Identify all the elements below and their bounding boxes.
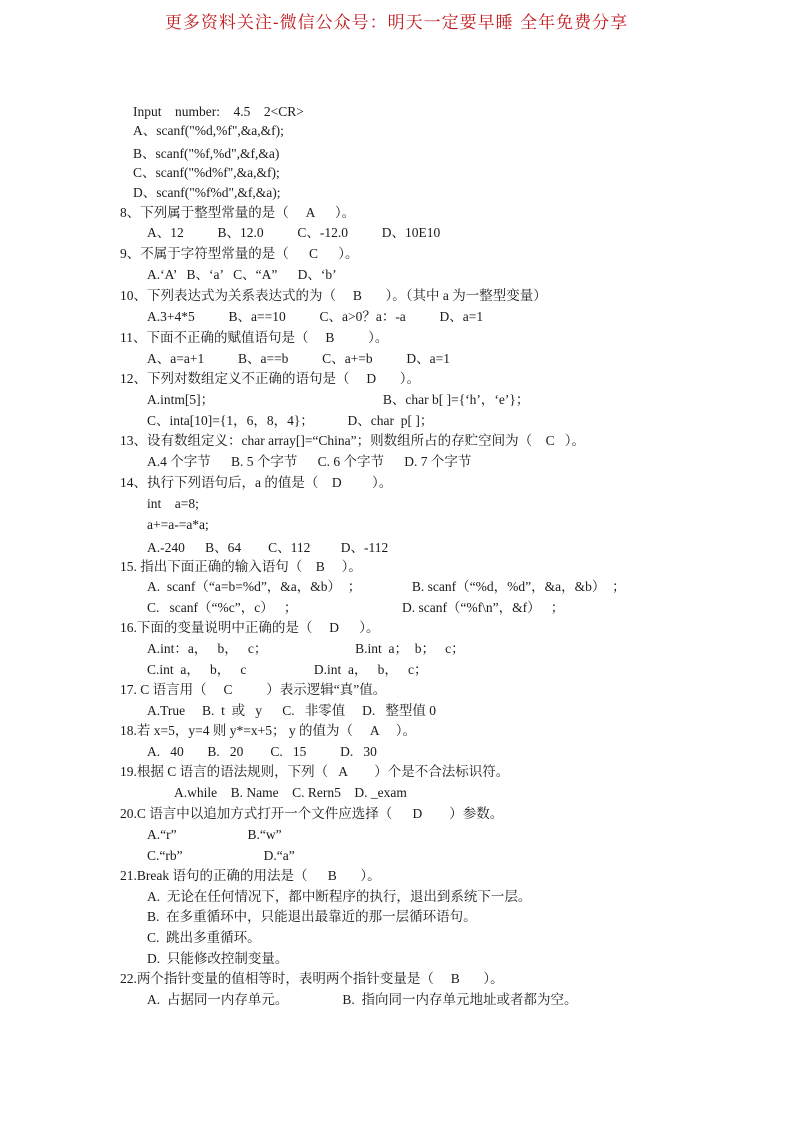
text-line: Input number: 4.5 2<CR> [133,104,304,119]
option-line: A.True B. t 或 y C. 非零值 D. 整型值 0 [147,703,437,718]
question-line: 22.两个指针变量的值相等时，表明两个指针变量是（ B ）。 [120,971,504,986]
promo-banner: 更多资料关注-微信公众号：明天一定要早睡 全年免费分享 [164,13,629,33]
question-line: 17. C 语言用（ C ）表示逻辑“真”值。 [120,682,387,697]
code-line: int a=8; [147,496,199,511]
question-line: 10、下列表达式为关系表达式的为（ B ）。（其中 a 为一整型变量） [120,288,547,303]
question-line: 12、下列对数组定义不正确的语句是（ D ）。 [120,371,420,386]
option-line: B、scanf("%f,%d",&f,&a) [133,146,280,161]
option-line: D、scanf("%f%d",&f,&a); [133,185,281,200]
option-line: C、inta[10]={1，6，8，4}； D、char p[ ]； [147,413,434,428]
option-line: D. 只能修改控制变量。 [147,951,289,966]
question-line: 16.下面的变量说明中正确的是（ D ）。 [120,620,380,635]
option-line: A.int：a， b， c； B.int a； b； c； [147,641,465,656]
option-line: C. scanf（“%c”，c） ； D. scanf（“%f\n”，&f） ； [147,600,565,615]
option-line: A.while B. Name C. Rern5 D. _exam [174,785,407,800]
code-line: a+=a-=a*a; [147,517,209,532]
option-line: C. 跳出多重循环。 [147,930,261,945]
option-line: C、scanf("%d%f",&a,&f); [133,165,280,180]
question-line: 14、执行下列语句后，a 的值是（ D ）。 [120,475,393,490]
option-line: A.‘A’ B、‘a’ C、“A” D、‘b’ [147,267,337,282]
question-line: 11、下面不正确的赋值语句是（ B ）。 [120,330,389,345]
question-line: 21.Break 语句的正确的用法是（ B ）。 [120,868,381,883]
question-line: 8、下列属于整型常量的是（ A ）。 [120,205,356,220]
option-line: C.int a， b， c D.int a， b， c； [147,662,428,677]
option-line: A. 占据同一内存单元。 B. 指向同一内存单元地址或者都为空。 [147,992,578,1007]
question-line: 18.若 x=5，y=4 则 y*=x+5； y 的值为（ A ）。 [120,723,416,738]
question-line: 20.C 语言中以追加方式打开一个文件应选择（ D ）参数。 [120,806,504,821]
question-line: 13、设有数组定义：char array[]=“China”；则数组所占的存贮空间为（ C ）。 [120,433,586,448]
option-line: A. 40 B. 20 C. 15 D. 30 [147,744,377,759]
option-line: A.intm[5]； B、char b[ ]={‘h’，‘e’}； [147,392,530,407]
option-line: A、12 B、12.0 C、-12.0 D、10E10 [147,225,441,240]
option-line: A.3+4*5 B、a==10 C、a>0？a：-a D、a=1 [147,309,484,324]
question-line: 15. 指出下面正确的输入语句（ B ）。 [120,559,362,574]
option-line: A.“r” B.“w” [147,827,282,842]
option-line: A. 无论在任何情况下，都中断程序的执行，退出到系统下一层。 [147,889,532,904]
option-line: C.“rb” D.“a” [147,848,295,863]
option-line: B. 在多重循环中，只能退出最靠近的那一层循环语句。 [147,909,477,924]
option-line: A、a=a+1 B、a==b C、a+=b D、a=1 [147,351,451,366]
option-line: A. scanf（“a=b=%d”，&a，&b） ； B. scanf（“%d，%d”，&a，&b） ； [147,579,626,594]
question-line: 9、不属于字符型常量的是（ C ）。 [120,246,359,261]
question-line: 19.根据 C 语言的语法规则，下列（ A ）个是不合法标识符。 [120,764,510,779]
option-line: A.4 个字节 B. 5 个字节 C. 6 个字节 D. 7 个字节 [147,454,472,469]
option-line: A、scanf("%d,%f",&a,&f); [133,123,284,138]
option-line: A.-240 B、64 C、112 D、-112 [147,540,389,555]
